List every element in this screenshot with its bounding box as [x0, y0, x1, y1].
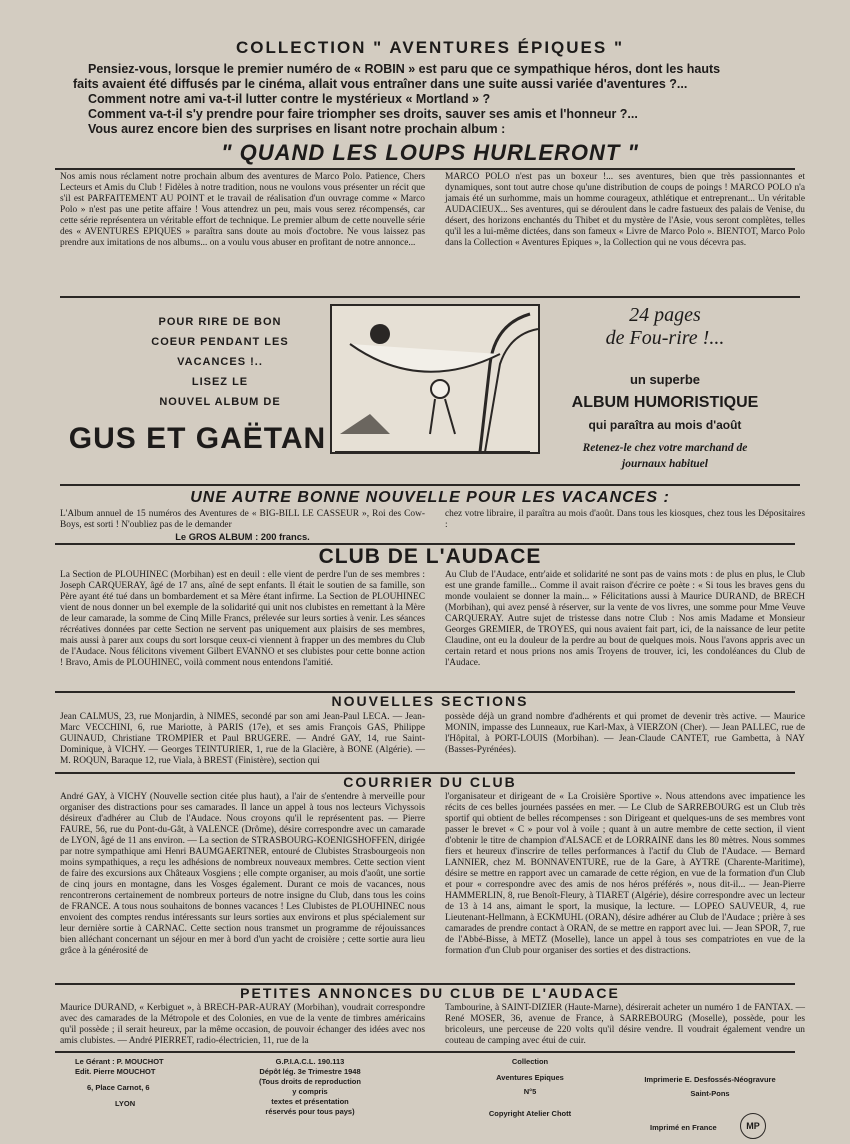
ad-line: VACANCES !..: [177, 356, 263, 368]
collection-title: COLLECTION " AVENTURES ÉPIQUES ": [235, 38, 625, 57]
bonne-nouvelle-text: L'Album annuel de 15 numéros des Aventures de « BIG-BILL LE CASSEUR », Roi des Cow-Boys, est sorti ! N'oubliez pas de le demander: [60, 509, 425, 530]
ad-pages-line: de Fou-rire !...: [605, 327, 725, 349]
courrier-right-text: l'organisateur et dirigeant de « La Croisière Sportive ». Nous attendons avec impatience les récits de ces belles journées passées en mer. — Le Club de SARREBOURG est un Club très sportif qui obtient de belles récompenses : son Dirigeant et quelques-uns de ses membres vont passer le brevet « C » pour vol à voile ; quant à un autre membre de cette section, il vient d'obtenir le titre de champion d'ALSACE et de LORRAINE dans les 80 mètres. Nous sommes fiers et heureux d'inscrire de telles performances à l'actif du Club de l'Audace. — Bernard LANNIER, chez M. BONNAVENTURE, rue de la Gare, à AYTRE (Charente-Maritime), désire se mettre en rapport avec un camarade de cette région, en vue de la formation d'un Club et pour « correspondre avec des amis de nos héros préférés », nous dit-il... — Jean-Pierre HAMMERLIN, 8, rue Benoît-Fleury, à TIARET (Algérie), désire correspondre avec un lecteur de 13 à 14 ans, aimant le sport, la musique, la lecture. — LOPEO SAUVEUR, 4, rue Lieutenant-Hellmann, à ECKMUHL (ORAN), désire adhérer au Club de l'Audace ; prière à ses camarades de prendre contact à ORAN, de se mettre en rapport avec lui. — Jean SPOR, 7, rue de l'Abbé-Bisse, à METZ (Moselle), lance un appel à tous ses compatriotes en vue de la formation d'un Club pour organiser des sorties et des distractions.: [445, 792, 805, 956]
nouvelles-right-text: possède déjà un grand nombre d'adhérents et qui promet de devenir très active. — Maurice MONIN, impasse des Lunneaux, rue Karl-Max, à VIERZON (Cher). — Jean PALLEC, rue de l'Hôpital, à PORT-LOUIS (Morbihan). — Jean-Claude CANTET, rue Gambetta, à NAY (Basses-Pyrénées).: [445, 712, 805, 755]
ad-line: NOUVEL ALBUM DE: [159, 396, 281, 408]
footer-collection: [470, 1057, 590, 1119]
annonces-right-text: Tambourine, à SAINT-DIZIER (Haute-Marne), désirerait acheter un numéro 1 de FANTAX. — René MOSER, 36, avenue de France, à SARREBOURG (Moselle), possède, pour les bricoleurs, une perceuse de 220 volts qu'il désire vendre. Il voudrait également vendre un couteau de camping avec étui de cuir.: [445, 1003, 805, 1046]
footer-gerant: Le Gérant : P. MOUCHOT: [75, 1057, 164, 1066]
intro-line: Pensiez-vous, lorsque le premier numéro de « ROBIN » est paru que ce sympathique héros, dont les hauts: [88, 62, 721, 76]
footer-imprimerie: Imprimerie E. Desfossés-Néogravure: [644, 1075, 776, 1084]
cartoon-illustration: [330, 304, 540, 454]
footer-adresse: 6, Place Carnot, 6: [87, 1083, 150, 1092]
intro-line: faits avaient été diffusés par le cinéma, allait vous entraîner dans une suite aussi variée d'aventures ?...: [73, 77, 688, 91]
footer-ville: LYON: [115, 1099, 136, 1108]
footer-aventures: Aventures Epiques: [496, 1073, 564, 1082]
ad-pages-line: 24 pages: [629, 304, 701, 326]
courrier-title: COURRIER DU CLUB: [343, 774, 517, 790]
footer-edit: Edit. Pierre MOUCHOT: [75, 1067, 156, 1076]
ad-line: COEUR PENDANT LES: [151, 336, 289, 348]
printer-logo: MP: [740, 1113, 766, 1139]
collection-left-text: Nos amis nous réclament notre prochain album des aventures de Marco Polo. Patience, Chers Lecteurs et Amis du Club ! Fidèles à notre tradition, nous ne voulons vous présenter un récit que s'il est PARFAITEMENT AU POINT et le travail de réalisation d'un ouvrage comme « Marco Polo » n'est pas une petite affaire ! Vous attendrez un peu, mais vous serez récompensés, car cette série représentera un véritable effort de technique. Le premier album de cette nouvelle série des « AVENTURES EPIQUES » paraîtra sans doute au mois d'octobre. Ne vous laissez pas prendre aux imitations de nos albums... on a voulu vous abuser en profitant de notre annonce...: [60, 172, 425, 248]
nouvelles-title: NOUVELLES SECTIONS: [331, 693, 529, 709]
footer-gpiacl: G.P.I.A.C.L. 190.113: [275, 1057, 345, 1066]
intro-line: Comment va-t-il s'y prendre pour faire triompher ses droits, sauver ses amis et l'honneur ?...: [88, 107, 638, 121]
annonces-title: PETITES ANNONCES DU CLUB DE L'AUDACE: [240, 985, 620, 1001]
footer-collection-label: Collection: [511, 1057, 549, 1066]
ad-superbe: un superbe: [629, 372, 701, 387]
footer-droits: textes et présentation: [271, 1097, 349, 1106]
gros-album-price: Le GROS ALBUM : 200 francs.: [175, 531, 310, 542]
annonces-left-text: Maurice DURAND, « Kerbiguet », à BRECH-PAR-AURAY (Morbihan), voudrait correspondre avec des camarades de la Métropole et des Colonies, en vue de la vente de timbres américains qu'il possède ; il serait heureux, par la même occasion, de pouvoir échanger des idées avec nos amis clubistes. — André PIERRET, radio-électricien, 11, rue de la: [60, 1003, 425, 1046]
footer-legal: [230, 1057, 390, 1117]
gus-ad: [60, 296, 800, 486]
club-title: CLUB DE L'AUDACE: [318, 545, 542, 568]
ad-retenez: Retenez-le chez votre marchand de journaux habituel: [582, 442, 748, 470]
footer-droits: (Tous droits de reproduction: [259, 1077, 361, 1086]
footer-numero: N°5: [523, 1087, 537, 1096]
collection-right-text: MARCO POLO n'est pas un boxeur !... ses aventures, bien que très passionnantes et dynamiques, sont tout autre chose qu'une distribution de coups de poings ! MARCO POLO n'a jamais été un surhomme, mais un homme courageux, athlétique et entreprenant... Un véritable AUDACIEUX... Ses aventures, qui se déroulent dans le cadre fastueux des palais de Venise, du désert, des horizons enchantés du Thibet et du mystère de l'Asie, vous seront complètes, telles qu'il les a lui-même dictées, dans son fameux « Livre de Marco Polo ». BIENTOT, Marco Polo dans la Collection « Aventures Epiques », la Collection qui ne vous décevra pas.: [445, 172, 805, 248]
courrier-left-text: André GAY, à VICHY (Nouvelle section citée plus haut), a l'air de s'entendre à merveille pour organiser des distractions pour ses camarades. Il lance un appel à tous nos lecteurs Vichyssois désireux d'adhérer au Club de l'Audace. Nous croyons qu'il le représentent pas. — Pierre FAURE, 56, rue du Pont-du-Gât, à VALENCE (Drôme), désire correspondre avec un camarade de LYON, âgé de 11 ans environ. — La section de STRASBOURG-KOENIGSHOFFEN, dirigée par notre sympathique ami Henri BAUMGAERTNER, entouré de Clubistes Strasbourgeois non moins sympathiques, a reçu les adhésions de nombreux nouveaux membres. Cette section vient de faire des excursions aux Châteaux Vosgiens ; elle compte organiser, au mois d'août, une sortie de cinq jours en montagne, dans les Vosges également. Durant ce mois de vacances, nous rencontrerons certainement de nombreux porteurs de notre insigne du Club, dans tous les coins de FRANCE. A tous nous souhaitons de bonnes vacances ! Les Clubistes de PLOUHINEC nous envoient des comptes rendus intéressants sur leurs sorties aux environs et plus spécialement sur leur dernière sortie à CARNAC. Cette section nous transmet un programme de réjouissances bien alléchant concernant un séjour en mer à bord d'un yacht de croisière ; cette sortie aura lieu grâce à la générosité de: [60, 792, 425, 956]
club-right-text: Au Club de l'Audace, entr'aide et solidarité ne sont pas de vains mots : de plus en plus, le Club est une grande famille... Comme il avait raison d'écrire ce poète : « Si tous les braves gens du monde voulaient se donner la main... » Félicitations aussi à Maurice DURAND, de BRECH (Morbihan), qui avez pensé à réserver, sur la vente de vos livres, une somme pour Mme Veuve CARQUERAY. Autre sujet de tristesse dans notre Club : Nos amis Madame et Monsieur Georges GREMIER, de TROYES, qui nous avaient fait part, ici, de la naissance de leur petite Claudine, ont eu la douleur de la perdre au bout de quelques mois. Nous l'avons appris avec un certain retard et nous prions nos amis Troyens de trouver, ici, les condoléances du Club de l'Audace.: [445, 570, 805, 668]
divider: [55, 168, 795, 170]
club-left-text: La Section de PLOUHINEC (Morbihan) est en deuil : elle vient de perdre l'un de ses membres : Joseph CARQUERAY, âgé de 17 ans, aîné de sept enfants. Il était le soutien de sa famille, son Père ayant été tué dans un bombardement et sa Mère étant infirme. La Section de PLOUHINEC vient de nous donner un bel exemple de la solidarité qui unit nos clubistes en remettant à la Mère de leur camarade, la somme de Cinq Mille Francs, prélevée sur leurs sorties à venir. Les séances récréatives données par cette Section ne servent pas uniquement aux plaisirs de ses membres, mais aussi à parer aux coups du sort lorsque ceux-ci viennent à frapper un des membres du Club de l'Audace. Nous félicitons vivement Gilbert EVANNO et ses clubistes pour cette bonne action ! Bravo, Amis de PLOUHINEC, voilà comment nous entendons l'amitié.: [60, 570, 425, 668]
collection-intro: [73, 62, 808, 137]
footer-depot: Dépôt lég. 3e Trimestre 1948: [259, 1067, 361, 1076]
bonne-nouvelle-left: [60, 509, 425, 542]
footer-saint-pons: Saint-Pons: [690, 1089, 730, 1098]
divider: [55, 1051, 795, 1053]
ad-line: LISEZ LE: [191, 376, 249, 388]
intro-line: Vous aurez encore bien des surprises en lisant notre prochain album :: [88, 122, 506, 136]
ad-line: POUR RIRE DE BON: [158, 316, 282, 328]
footer-publisher: [75, 1057, 255, 1109]
footer-printer: [615, 1075, 805, 1099]
album-title: " QUAND LES LOUPS HURLERONT ": [221, 140, 639, 165]
intro-line: Comment notre ami va-t-il lutter contre le mystérieux « Mortland » ?: [88, 92, 491, 106]
footer-droits: réservés pour tous pays): [265, 1107, 355, 1116]
footer-copyright: Copyright Atelier Chott: [488, 1109, 572, 1118]
ad-parution: qui paraîtra au mois d'août: [588, 418, 742, 432]
bonne-nouvelle-title: UNE AUTRE BONNE NOUVELLE POUR LES VACANCES :: [190, 489, 670, 506]
ad-brand: GUS ET GAËTAN: [68, 422, 327, 455]
nouvelles-left-text: Jean CALMUS, 23, rue Monjardin, à NIMES, secondé par son ami Jean-Paul LECA. — Jean-Marc VECCHINI, 6, rue Mariotte, à PARIS (17e), et ses amis François GAS, Philippe GUINAUD, Christiane TROMPIER et Paul BRUGERE. — André GAY, 14, rue Saint-Dominique, à VICHY. — Georges TEINTURIER, 1, rue de la Glacière, à BONE (Algérie). — M. ROQUN, Baraque 12, rue Viala, à BREST (Finistère), section qui: [60, 712, 425, 766]
ad-album-humoristique: ALBUM HUMORISTIQUE: [571, 394, 759, 411]
footer-imprime: Imprimé en France: [650, 1123, 717, 1132]
ad-pages: [540, 304, 790, 350]
footer-droits: y compris: [292, 1087, 328, 1096]
bonne-nouvelle-right: chez votre libraire, il paraîtra au mois d'août. Dans tous les kiosques, chez tous les Dépositaires :: [445, 509, 805, 530]
ad-left-text: [110, 312, 330, 412]
